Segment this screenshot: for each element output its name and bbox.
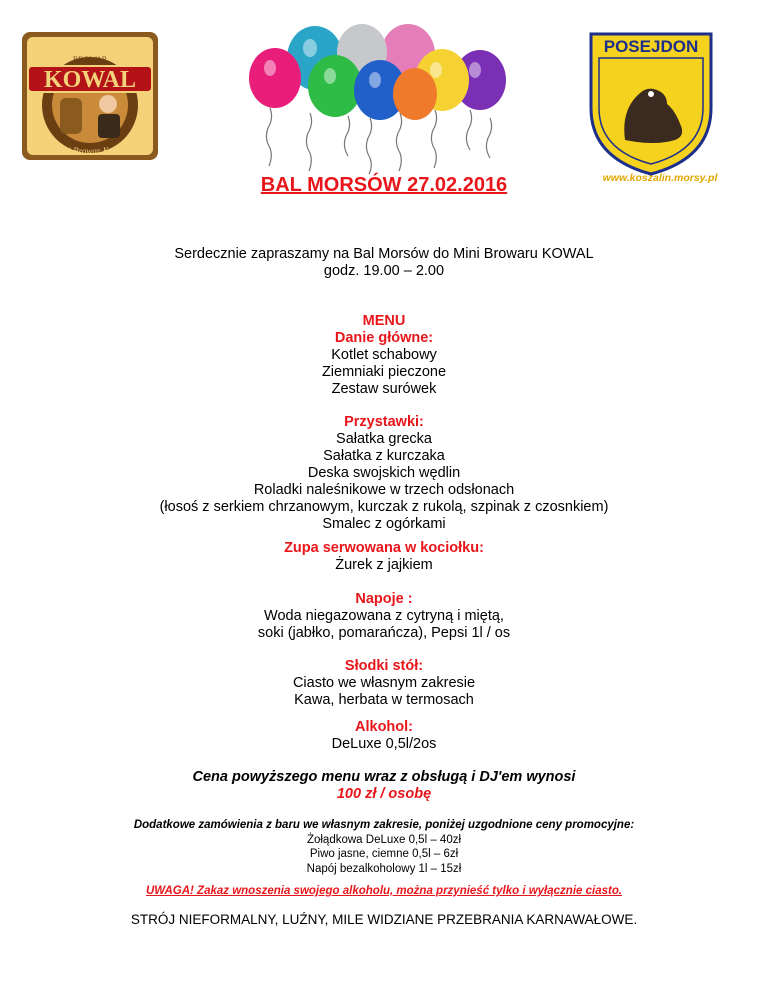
posejdon-club-logo: [585, 28, 717, 178]
menu-item: Żurek z jajkiem: [335, 557, 433, 573]
menu-item: Smalec z ogórkami: [322, 516, 446, 532]
extras-item: Napój bezalkoholowy 1l – 15zł: [306, 862, 462, 875]
kowal-logo-text: KOWAL: [43, 67, 137, 93]
balloons-illustration: [230, 18, 520, 176]
menu-item: Roladki naleśnikowe w trzech odsłonach: [253, 482, 515, 498]
section-heading: Danie główne:: [334, 330, 434, 346]
menu-item: Ziemniaki pieczone: [321, 364, 447, 380]
page-title: BAL MORSÓW 27.02.2016: [260, 174, 508, 196]
menu-alcohol-section: [0, 719, 768, 753]
menu-main-section: [0, 313, 768, 398]
svg-text:Mini Browar Kowal: Mini Browar Kowal: [53, 146, 127, 156]
section-heading: Napoje :: [355, 591, 413, 607]
menu-drinks-section: [0, 591, 768, 642]
menu-item: Deska swojskich wędlin: [307, 465, 461, 481]
extras-item: Żołądkowa DeLuxe 0,5l – 40zł: [306, 833, 462, 846]
kowal-brewery-logo: [20, 30, 160, 162]
svg-text:BROWAR: BROWAR: [72, 55, 108, 64]
menu-item: soki (jabłko, pomarańcza), Pepsi 1l / os: [257, 625, 511, 641]
dress-code: STRÓJ NIEFORMALNY, LUŹNY, MILE WIDZIANE PRZEBRANIA KARNAWAŁOWE.: [130, 912, 638, 927]
website-link[interactable]: www.koszalin.morsy.pl: [602, 172, 718, 184]
warning-notice: UWAGA! Zakaz wnoszenia swojego alkoholu, można przynieść tylko i wyłącznie ciasto.: [145, 885, 623, 897]
section-heading: Alkohol:: [355, 719, 413, 735]
menu-heading: MENU: [362, 313, 406, 329]
menu-item: Ciasto we własnym zakresie: [292, 675, 476, 691]
price-amount: 100 zł / osobę: [336, 786, 432, 802]
extras-section: [0, 818, 768, 876]
menu-item: Kawa, herbata w termosach: [294, 692, 474, 708]
section-heading: Zupa serwowana w kociołku:: [284, 540, 484, 556]
menu-starters-section: [0, 414, 768, 533]
price-info: [0, 769, 768, 803]
section-heading: Przystawki:: [344, 414, 424, 430]
menu-item: (łosoś z serkiem chrzanowym, kurczak z rukolą, szpinak z czosnkiem): [159, 499, 609, 515]
menu-item: Sałatka grecka: [336, 431, 432, 447]
extras-item: Piwo jasne, ciemne 0,5l – 6zł: [309, 848, 459, 860]
menu-item: DeLuxe 0,5l/2os: [331, 736, 437, 752]
price-line: Cena powyższego menu wraz z obsługą i DJ'em wynosi: [192, 769, 576, 785]
menu-item: Sałatka z kurczaka: [323, 448, 445, 464]
menu-item: Kotlet schabowy: [331, 347, 437, 363]
extras-heading: Dodatkowe zamówienia z baru we własnym zakresie, poniżej uzgodnione ceny promocyjne:: [133, 819, 635, 831]
menu-dessert-section: [0, 658, 768, 709]
menu-item: Woda niegazowana z cytryną i miętą,: [264, 608, 504, 624]
menu-soup-section: [0, 540, 768, 574]
intro: Serdecznie zapraszamy na Bal Morsów do Mini Browaru KOWAL godz. 19.00 – 2.00: [174, 246, 594, 279]
section-heading: Słodki stół:: [344, 658, 424, 674]
menu-item: Zestaw surówek: [331, 381, 437, 397]
posejdon-logo-text: POSEJDON: [603, 37, 699, 56]
